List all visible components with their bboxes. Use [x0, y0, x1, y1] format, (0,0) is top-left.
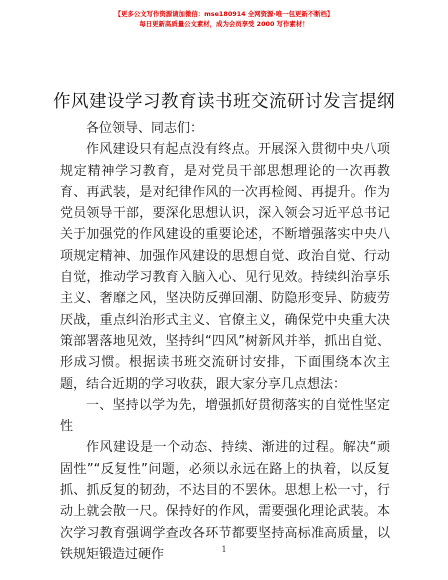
document-body [60, 118, 390, 565]
section-heading: 一、坚持以学为先，增强抓好贯彻落实的自觉性坚定性 [60, 397, 390, 435]
body-paragraph: 作风建设只有起点没有终点。开展深入贯彻中央八项规定精神学习教育，是对党员干部思想理论的一次再教育、再武装，是对纪律作风的一次再检阅、再提升。作为党员领导干部，要深化思想认识，深入领会习近平总书记关于加强党的作风建设的重要论述，不断增强落实中央八项规定精神、加强作风建设的思想自觉、政治自觉、行动自觉，推动学习教育入脑入心、见行见效。持续纠治享乐主义、奢靡之风，坚决防反弹回潮、防隐形变异、防疲劳厌战，重点纠治形式主义、官僚主义，确保党中央重大决策部署落地见效，坚持纠“四风”树新风并举，抓出自觉、形成习惯。根据读书班交流研讨安排，下面围绕本次主题，结合近期的学习收获，跟大家分享几点想法： [60, 142, 390, 392]
promo-banner-line-1: 【更多公文写作资源请加微信：mse180914 全网资源·唯一包更新不断档】 [114, 10, 334, 18]
salutation: 各位领导、同志们： [86, 121, 204, 136]
page-number: 1 [221, 545, 227, 554]
body-paragraph: 作风建设是一个动态、持续、渐进的过程。解决“顽固性”“反复性”问题，必须以永远在路上的执着，以反复抓、抓反复的韧劲，不达目的不罢休。思想上松一寸，行动上就会散一尺。保持好的作风，需要强化理论武装。本次学习教育强调学查改各环节都要坚持高标准高质量，以铁规矩锻造过硬作 [60, 440, 390, 562]
promo-banner [0, 9, 448, 29]
promo-banner-line-2: 每日更新高质量公文素材，成为会员享受 2000 写作素材！ [139, 20, 309, 28]
document-title: 作风建设学习教育读书班交流研讨发言提纲 [53, 92, 395, 112]
